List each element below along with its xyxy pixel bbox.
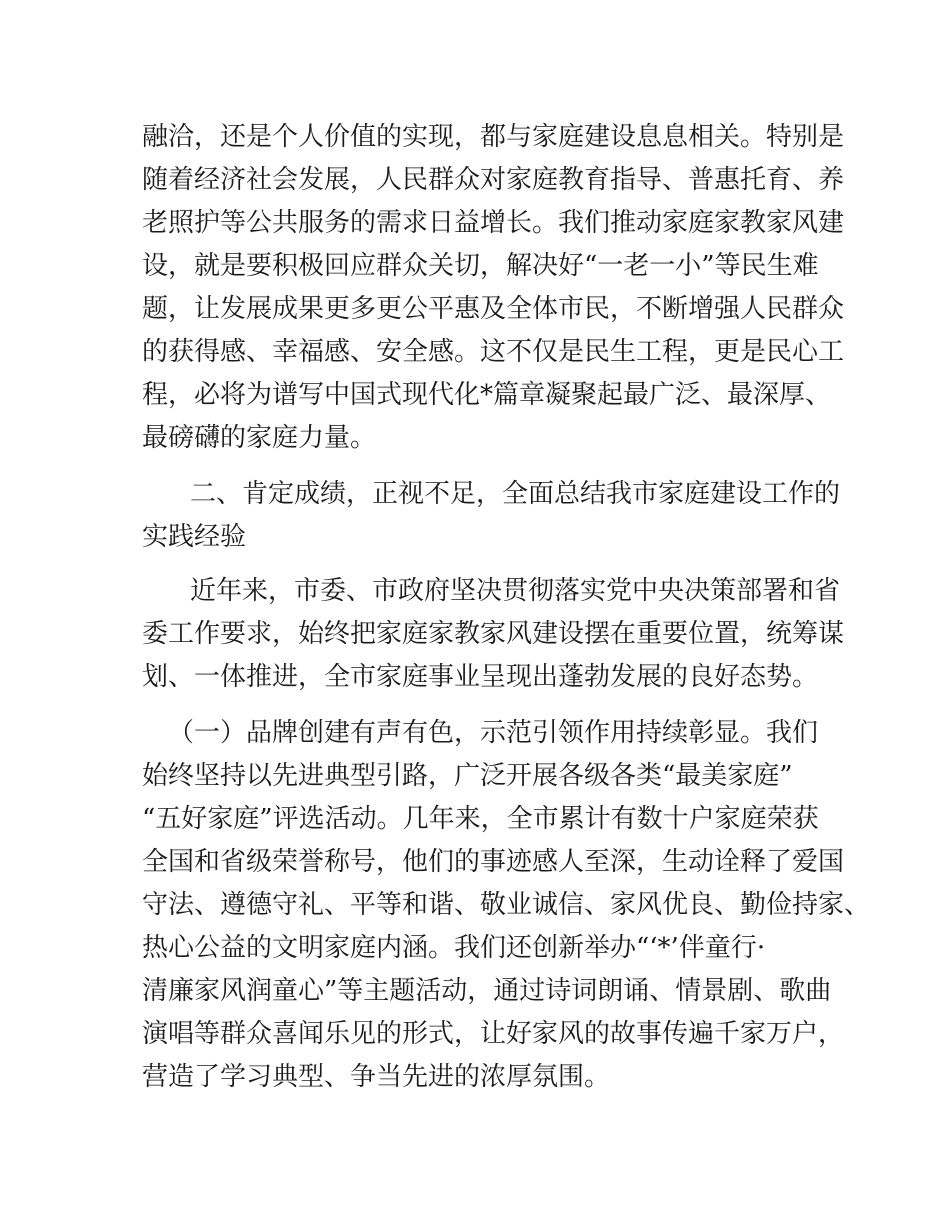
text-line: [0, 612, 950, 656]
line-text: 营造了学习典型、争当先进的浓厚氛围。: [142, 1062, 611, 1092]
text-line: [0, 1012, 950, 1056]
text-line: [0, 416, 950, 460]
text-line: [0, 840, 950, 884]
line-text: 的获得感、幸福感、安全感。这不仅是民生工程，更是民心工: [142, 337, 845, 367]
line-text: 近年来，市委、市政府坚决贯彻落实党中央决策部署和省: [190, 576, 841, 606]
line-text: 程，必将为谱写中国式现代化*篇章凝聚起最广泛、最深厚、: [142, 380, 832, 410]
text-line: [0, 201, 950, 245]
line-text: 题，让发展成果更多更公平惠及全体市民，不断增强人民群众: [142, 294, 845, 324]
text-line: [0, 883, 950, 927]
text-line: [0, 115, 950, 159]
line-text: 委工作要求，始终把家庭家教家风建设摆在重要位置，统筹谋: [142, 619, 845, 649]
text-line: [0, 569, 950, 613]
text-line: [0, 655, 950, 699]
section-heading-line: [0, 515, 950, 559]
section-heading: 二、肯定成绩，正视不足，全面总结我市家庭建设工作的: [190, 479, 841, 509]
text-line: [0, 330, 950, 374]
line-text: “五好家庭”评选活动。几年来，全市累计有数十户家庭荣获: [142, 804, 819, 834]
line-text: 融洽，还是个人价值的实现，都与家庭建设息息相关。特别是: [142, 122, 845, 152]
line-text: 全国和省级荣誉称号，他们的事迹感人至深，生动诠释了爱国: [142, 847, 845, 877]
line-text: 始终坚持以先进典型引路，广泛开展各级各类“最美家庭”: [142, 761, 793, 791]
line-text: （一）品牌创建有声有色，示范引领作用持续彰显。我们: [168, 718, 819, 748]
line-text: 老照护等公共服务的需求日益增长。我们推动家庭家教家风建: [142, 208, 845, 238]
line-text: 守法、遵德守礼、平等和谐、敬业诚信、家风优良、勤俭持家、: [142, 890, 871, 920]
line-text: 热心公益的文明家庭内涵。我们还创新举办“‘*’伴童行·: [142, 933, 766, 963]
line-text: 设，就是要积极回应群众关切，解决好“一老一小”等民生难: [142, 251, 819, 281]
section-heading-line: [0, 472, 950, 516]
line-text: 清廉家风润童心”等主题活动，通过诗词朗诵、情景剧、歌曲: [142, 976, 832, 1006]
text-line: [0, 373, 950, 417]
text-line: [0, 158, 950, 202]
text-line: [0, 1055, 950, 1099]
text-line: [0, 797, 950, 841]
text-line: [0, 711, 950, 755]
line-text: 随着经济社会发展，人民群众对家庭教育指导、普惠托育、养: [142, 165, 845, 195]
text-line: [0, 287, 950, 331]
line-text: 划、一体推进，全市家庭事业呈现出蓬勃发展的良好态势。: [142, 662, 819, 692]
text-line: [0, 244, 950, 288]
text-line: [0, 969, 950, 1013]
line-text: 最磅礴的家庭力量。: [142, 423, 377, 453]
text-line: [0, 754, 950, 798]
text-line: [0, 926, 950, 970]
line-text: 演唱等群众喜闻乐见的形式，让好家风的故事传遍千家万户，: [142, 1019, 845, 1049]
section-heading: 实践经验: [142, 522, 247, 552]
